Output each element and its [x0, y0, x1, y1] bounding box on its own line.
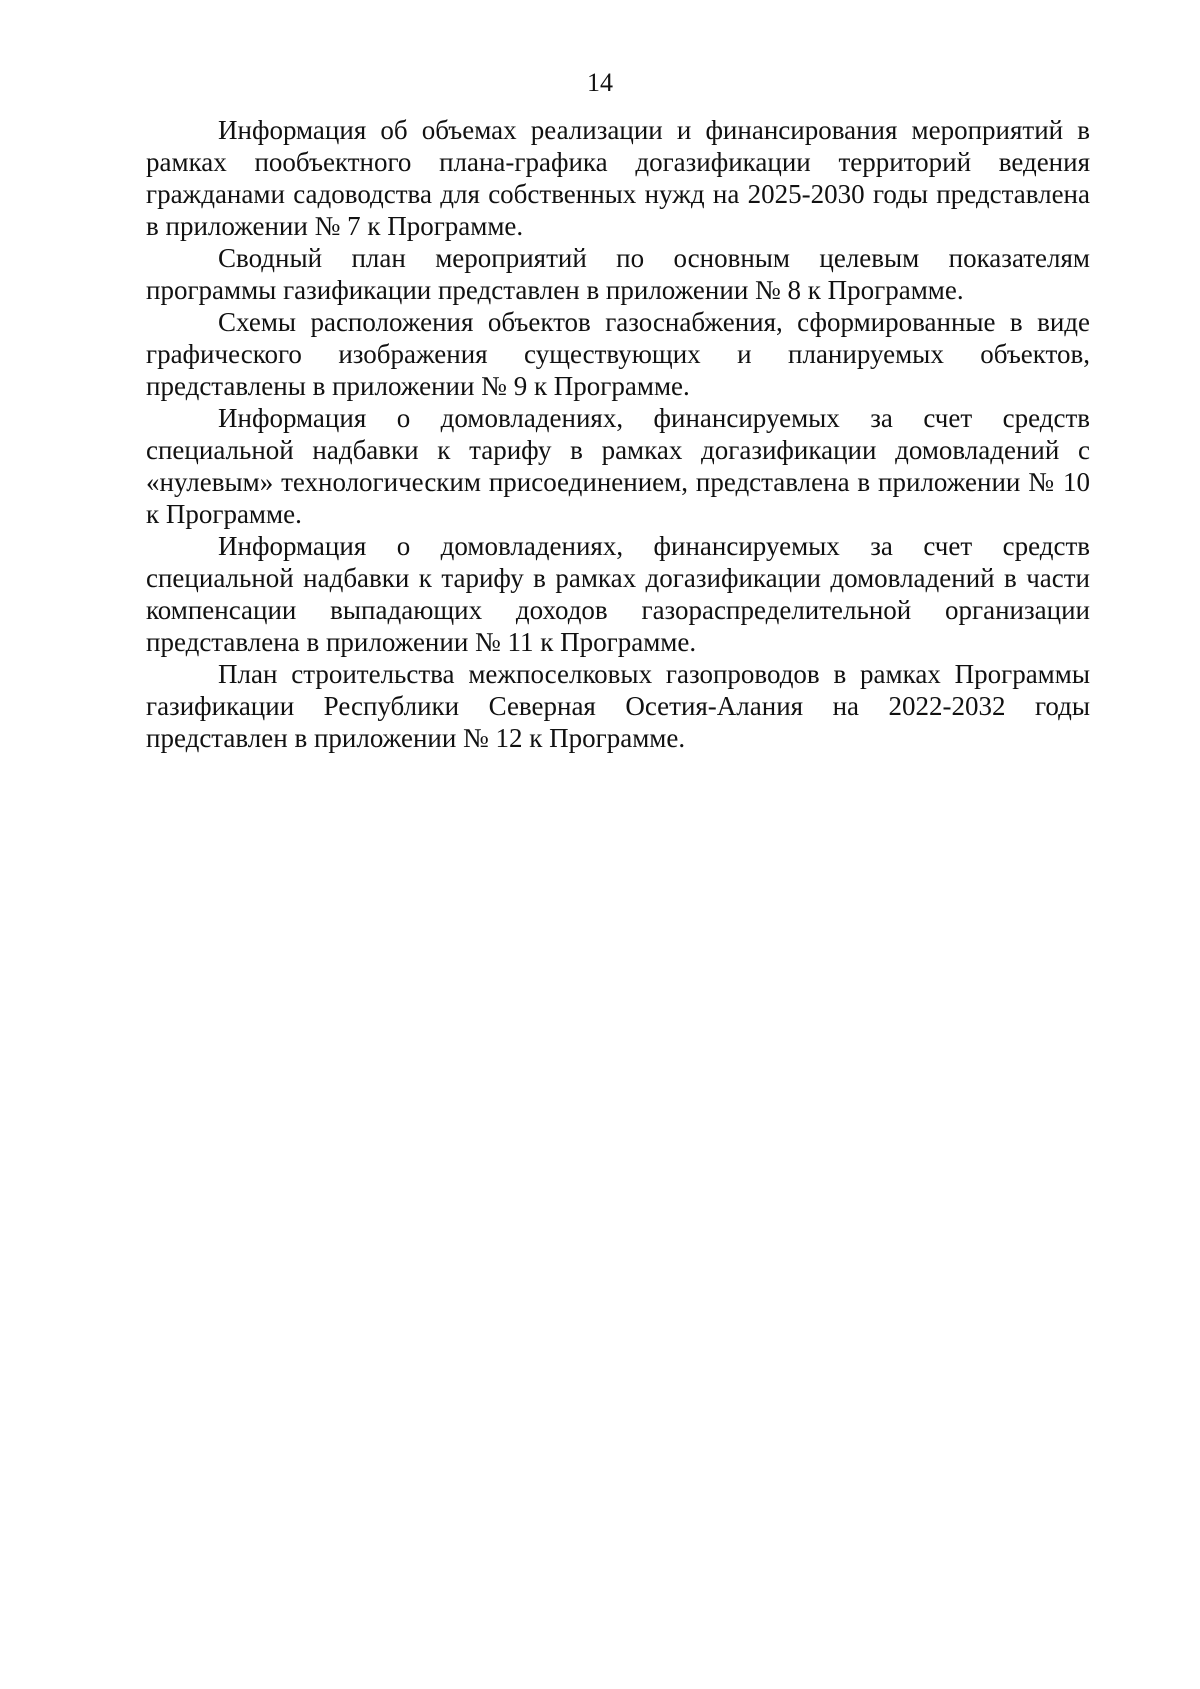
paragraph-appendix-10: Информация о домовладениях, финансируемых за счет средств специальной надбавки к тарифу в рамках догазификации домовладений с «нулевым» технологическим присоединением, представлена в приложении № 10 к Программе.	[146, 403, 1090, 529]
paragraph-appendix-8: Сводный план мероприятий по основным целевым показателям программы газификации представлен в приложении № 8 к Программе.	[146, 243, 1090, 305]
paragraph-appendix-9: Схемы расположения объектов газоснабжения, сформированные в виде графического изображения существующих и планируемых объектов, представлены в приложении № 9 к Программе.	[146, 307, 1090, 401]
paragraph-appendix-12: План строительства межпоселковых газопроводов в рамках Программы газификации Республики Северная Осетия-Алания на 2022-2032 годы представлен в приложении № 12 к Программе.	[146, 659, 1090, 753]
paragraph-appendix-11: Информация о домовладениях, финансируемых за счет средств специальной надбавки к тарифу в рамках догазификации домовладений в части компенсации выпадающих доходов газораспределительной организации представлена в приложении № 11 к Программе.	[146, 531, 1090, 657]
paragraph-appendix-7: Информация об объемах реализации и финансирования мероприятий в рамках пообъектного плана-графика догазификации территорий ведения гражданами садоводства для собственных нужд на 2025-2030 годы представлена в приложении № 7 к Программе.	[146, 115, 1090, 241]
document-body	[146, 114, 1090, 754]
page-number: 14	[587, 68, 613, 97]
